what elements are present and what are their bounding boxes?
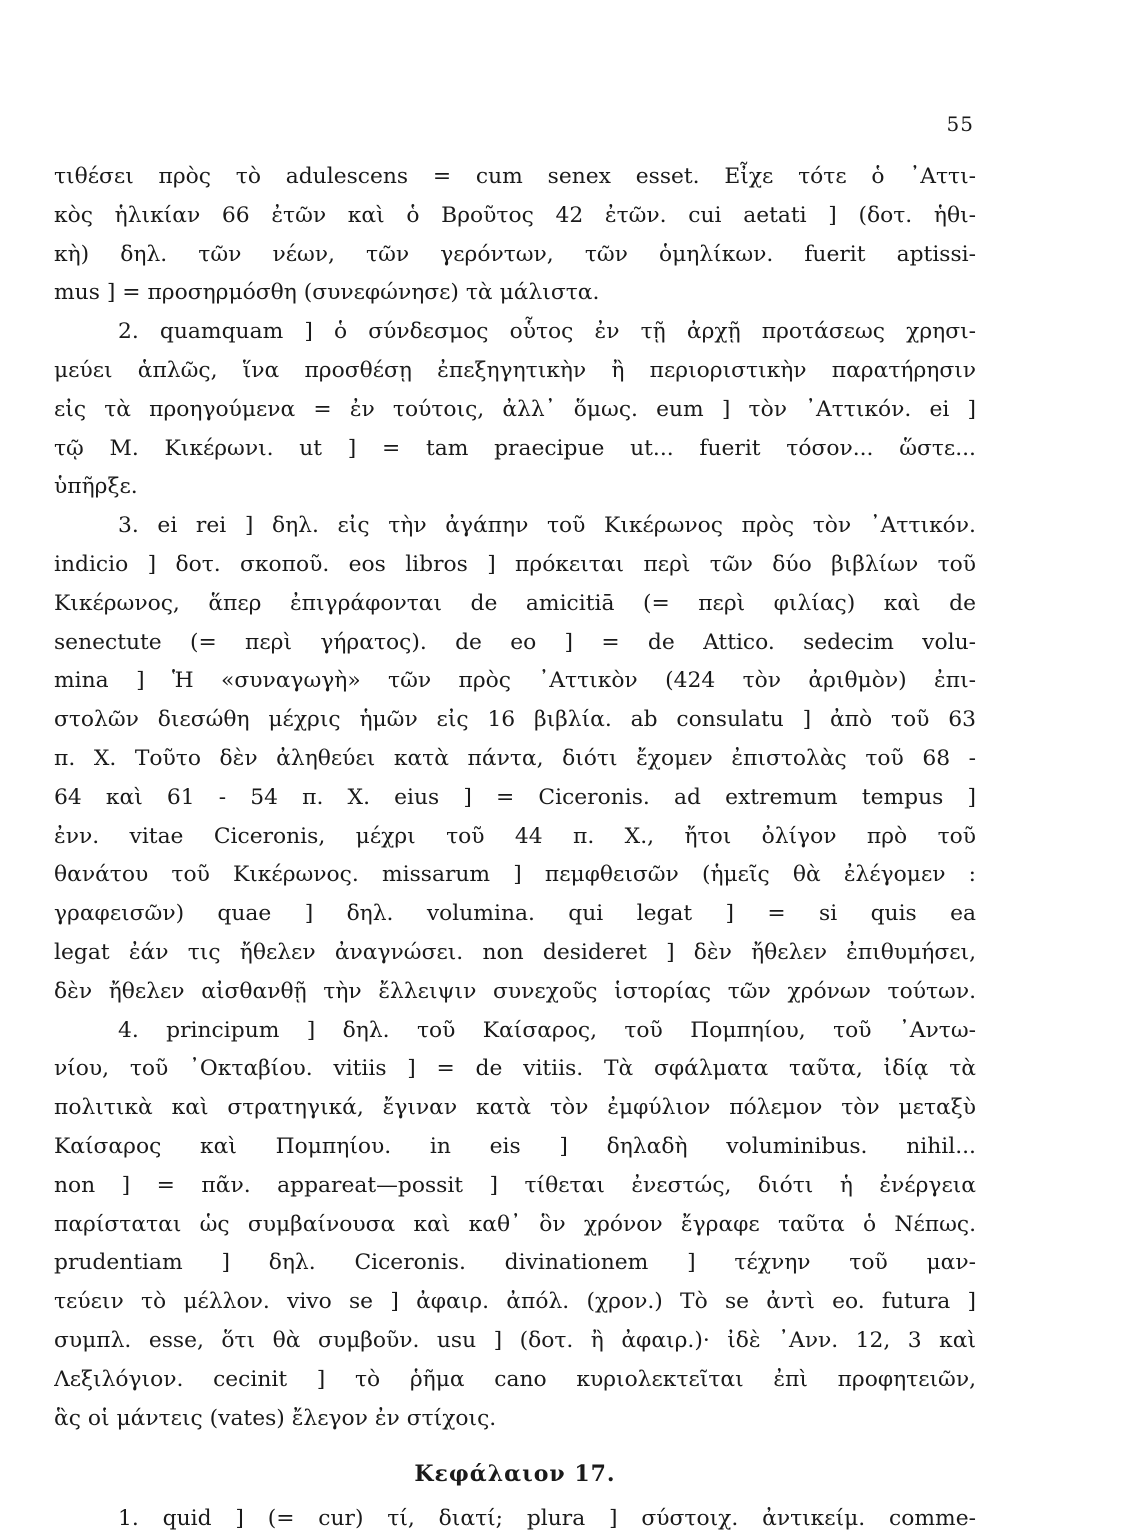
text-line: Καίσαρος καὶ Πομπηίου. in eis ] δηλαδὴ voluminibus. nihil... — [54, 1133, 976, 1159]
text-line: 64 καὶ 61 - 54 π. Χ. eius ] = Ciceronis. ad extremum tempus ] — [54, 784, 976, 810]
text-line: κὸς ἡλικίαν 66 ἐτῶν καὶ ὁ Βροῦτος 42 ἐτῶν. cui aetati ] (δοτ. ἡθι- — [54, 202, 976, 228]
page-number: 55 — [946, 112, 974, 136]
text-line: τῷ Μ. Κικέρωνι. ut ] = tam praecipue ut... fuerit τόσον... ὥστε... — [54, 435, 976, 461]
commentary-lines-chapter-17 — [54, 1500, 976, 1539]
text-line: κὴ) δηλ. τῶν νέων, τῶν γερόντων, τῶν ὁμηλίκων. fuerit aptissi- — [54, 241, 976, 267]
text-line: τεύειν τὸ μέλλον. vivo se ] ἀφαιρ. ἀπόλ. (χρον.) Τὸ se ἀντὶ eo. futura ] — [54, 1289, 976, 1315]
text-line: non ] = πᾶν. appareat—possit ] τίθεται ἐνεστώς, διότι ἡ ἐνέργεια — [54, 1172, 976, 1198]
text-line: στολῶν διεσώθη μέχρις ἡμῶν εἰς 16 βιβλία. ab consulatu ] ἀπὸ τοῦ 63 — [54, 707, 976, 733]
text-line: ἐνν. vitae Ciceronis, μέχρι τοῦ 44 π. Χ., ἤτοι ὀλίγον πρὸ τοῦ — [54, 823, 976, 849]
text-line: θανάτου τοῦ Κικέρωνος. missarum ] πεμφθεισῶν (ἡμεῖς θὰ ἐλέγομεν : — [54, 862, 976, 888]
text-line: εἰς τὰ προηγούμενα = ἐν τούτοις, ἀλλ᾿ ὅμως. eum ] τὸν ᾿Αττικόν. ei ] — [54, 396, 976, 422]
text-line: 2. quamquam ] ὁ σύνδεσμος οὗτος ἐν τῇ ἀρχῇ προτάσεως χρησι- — [118, 319, 976, 345]
text-line: 3. ei rei ] δηλ. εἰς τὴν ἀγάπην τοῦ Κικέρωνος πρὸς τὸν ᾿Αττικόν. — [118, 513, 976, 539]
text-line: δὲν ἤθελεν αἰσθανθῇ τὴν ἔλλειψιν συνεχοῦς ἱστορίας τῶν χρόνων τούτων. — [54, 978, 976, 1004]
text-line: Λεξιλόγιον. cecinit ] τὸ ῥῆμα cano κυριολεκτεῖται ἐπὶ προφητειῶν, — [54, 1366, 976, 1392]
text-line: senectute (= περὶ γήρατος). de eo ] = de Attico. sedecim volu- — [54, 629, 976, 655]
text-line: mina ] Ἡ «συναγωγὴ» τῶν πρὸς ᾿Αττικὸν (424 τὸν ἀριθμὸν) ἐπι- — [54, 668, 976, 694]
text-line: π. Χ. Τοῦτο δὲν ἀληθεύει κατὰ πάντα, διότι ἔχομεν ἐπιστολὰς τοῦ 68 - — [54, 745, 976, 771]
text-line: ὑπῆρξε. — [54, 474, 138, 500]
commentary-lines-chapter-16 — [54, 158, 976, 1438]
text-line: νίου, τοῦ ᾿Οκταβίου. vitiis ] = de vitiis. Τὰ σφάλματα ταῦτα, ἰδίᾳ τὰ — [54, 1056, 976, 1082]
text-line: mus ] = προσηρμόσθη (συνεφώνησε) τὰ μάλιστα. — [54, 280, 600, 306]
text-line: ἃς οἱ μάντεις (vates) ἔλεγον ἐν στίχοις. — [54, 1405, 497, 1431]
text-line: πολιτικὰ καὶ στρατηγικά, ἔγιναν κατὰ τὸν ἐμφύλιον πόλεμον τὸν μεταξὺ — [54, 1095, 976, 1121]
text-line: γραφεισῶν) quae ] δηλ. volumina. qui legat ] = si quis ea — [54, 901, 976, 927]
text-line: legat ἐάν τις ἤθελεν ἀναγνώσει. non desideret ] δὲν ἤθελεν ἐπιθυμήσει, — [54, 939, 976, 965]
text-line: 4. principum ] δηλ. τοῦ Καίσαρος, τοῦ Πομπηίου, τοῦ ᾿Αντω- — [118, 1017, 976, 1043]
text-line: prudentiam ] δηλ. Ciceronis. divinationem ] τέχνην τοῦ μαν- — [54, 1250, 976, 1276]
text-line: 1. quid ] (= cur) τί, διατί; plura ] σύστοιχ. ἀντικείμ. comme- — [118, 1506, 976, 1532]
text-line: τιθέσει πρὸς τὸ adulescens = cum senex esset. Εἶχε τότε ὁ ᾿Αττι- — [54, 164, 976, 189]
commentary-text — [54, 158, 976, 1539]
text-line: συμπλ. esse, ὅτι θὰ συμβοῦν. usu ] (δοτ. ἢ ἀφαιρ.)· ἰδὲ ᾿Ανν. 12, 3 καὶ — [54, 1327, 976, 1353]
text-line: indicio ] δοτ. σκοποῦ. eos libros ] πρόκειται περὶ τῶν δύο βιβλίων τοῦ — [54, 551, 976, 577]
text-line: παρίσταται ὡς συμβαίνουσα καὶ καθ᾿ ὃν χρόνον ἔγραφε ταῦτα ὁ Νέπως. — [54, 1211, 976, 1237]
chapter-heading: Κεφάλαιον 17. — [414, 1461, 616, 1488]
text-line: Κικέρωνος, ἅπερ ἐπιγράφονται de amicitiā (= περὶ φιλίας) καὶ de — [54, 590, 976, 616]
text-line: μεύει ἁπλῶς, ἵνα προσθέσῃ ἐπεξηγητικὴν ἢ περιοριστικὴν παρατήρησιν — [54, 357, 976, 383]
